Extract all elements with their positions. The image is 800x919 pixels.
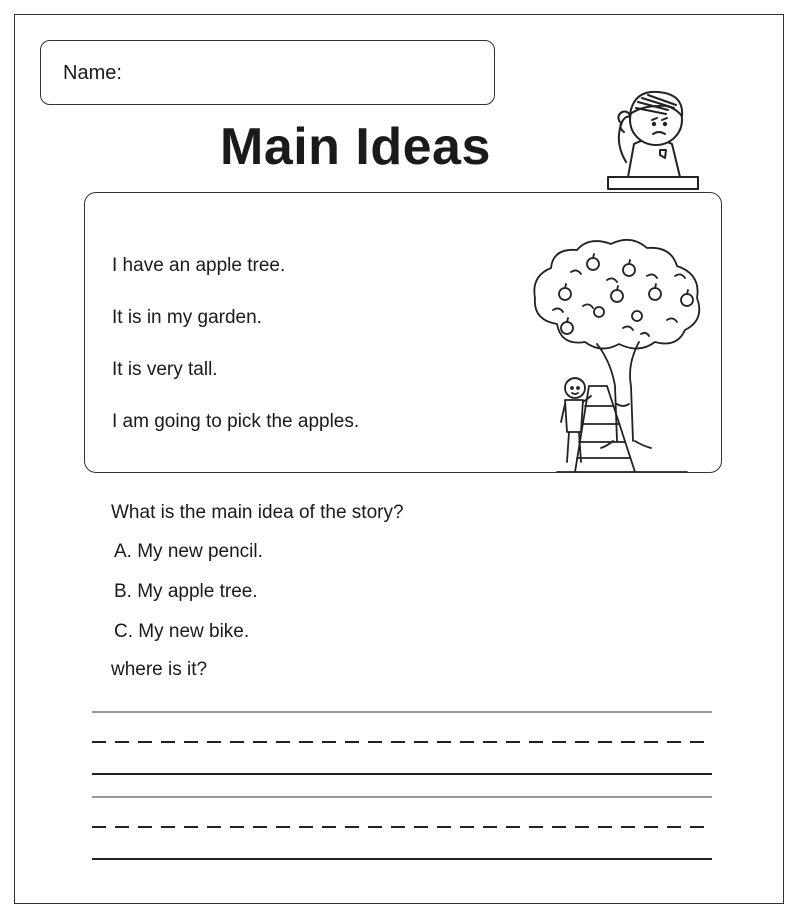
writing-lines[interactable]: [88, 700, 718, 870]
question-prompt: What is the main idea of the story?: [111, 502, 404, 523]
story-line: It is very tall.: [112, 359, 218, 380]
option-text: My new bike.: [138, 621, 250, 642]
option-text: My new pencil.: [137, 541, 263, 562]
story-line: I have an apple tree.: [112, 255, 286, 276]
option-letter: C.: [114, 621, 133, 642]
thinking-kid-illustration: [598, 82, 728, 192]
option-text: My apple tree.: [137, 581, 258, 602]
option-letter: A.: [114, 541, 132, 562]
story-line: I am going to pick the apples.: [112, 411, 360, 432]
option-c[interactable]: [114, 621, 249, 643]
apple-tree-ladder-illustration: [527, 236, 711, 472]
option-a[interactable]: [114, 541, 263, 563]
option-letter: B.: [114, 581, 132, 602]
name-label: Name:: [63, 62, 122, 84]
page-title: Main Ideas: [220, 118, 491, 176]
option-b[interactable]: [114, 581, 258, 603]
name-box[interactable]: [40, 40, 495, 105]
story-line: It is in my garden.: [112, 307, 262, 328]
follow-up-question: where is it?: [111, 659, 208, 680]
